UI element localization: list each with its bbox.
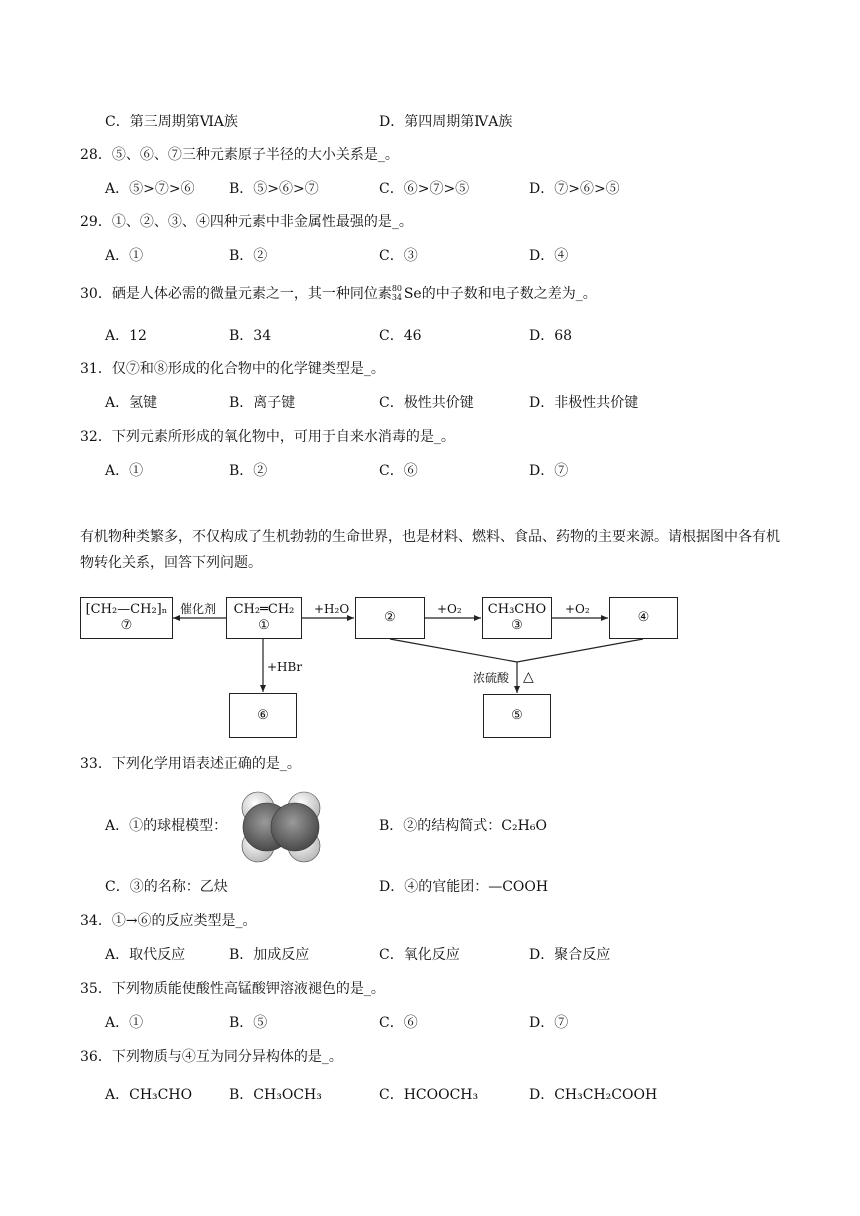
q31-stem: 31．仅⑦和⑧形成的化合物中的化学键类型是_。: [80, 361, 385, 377]
isotope-atomic-number: 34: [391, 293, 403, 302]
q36-stem: 36．下列物质与④互为同分异构体的是_。: [80, 1049, 343, 1065]
q30-stem-after: 的中子数和电子数之差为_。: [421, 286, 597, 302]
q34-stem: 34．①→⑥的反应类型是_。: [80, 913, 257, 929]
label-heat: △: [523, 669, 534, 685]
q33-option-c: C．③的名称：乙炔: [105, 879, 228, 895]
q33-stem: 33．下列化学用语表述正确的是_。: [80, 756, 301, 772]
q32-stem: 32．下列元素所形成的氧化物中，可用于自来水消毒的是_。: [80, 429, 455, 445]
box-2: [355, 597, 425, 639]
q30-option-d: D．68: [529, 328, 573, 344]
q35-option-d: D．⑦: [529, 1015, 569, 1031]
isotope-mass-number: 80: [391, 284, 403, 293]
label-water: +H₂O: [314, 602, 350, 616]
q36-option-a: A．CH₃CHO: [105, 1087, 193, 1103]
q34-option-c: C．氧化反应: [379, 947, 460, 963]
q36-option-c: C．HCOOCH₃: [379, 1087, 479, 1103]
q29-option-d: D．④: [529, 248, 569, 264]
q28-stem: 28．⑤、⑥、⑦三种元素原子半径的大小关系是_。: [80, 147, 399, 163]
q34-option-b: B．加成反应: [229, 947, 310, 963]
label-catalyst: 催化剂: [180, 602, 217, 616]
q28-option-b: B．⑤>⑥>⑦: [229, 181, 319, 197]
label-conc-sulfuric-acid: 浓硫酸: [473, 671, 510, 685]
q32-option-a: A．①: [105, 463, 144, 479]
q29-option-a: A．①: [105, 248, 144, 264]
polyethylene-formula: [CH₂—CH₂]ₙ: [85, 602, 168, 617]
box-4: [609, 597, 678, 639]
q35-option-c: C．⑥: [379, 1015, 418, 1031]
box-4-id: ④: [637, 610, 650, 625]
box-7-id: ⑦: [120, 618, 133, 633]
q28-option-d: D．⑦>⑥>⑤: [529, 181, 620, 197]
intro-paragraph: 有机物种类繁多，不仅构成了生机勃勃的生命世界，也是材料、燃料、食品、药物的主要来源。请根据图中各有机物转化关系，回答下列问题。: [80, 529, 780, 571]
label-o2-second: +O₂: [565, 602, 590, 616]
ethylene-formula: CH₂═CH₂: [233, 602, 295, 617]
q29-option-b: B．②: [229, 248, 268, 264]
q27-option-d: D．第四周期第ⅣA族: [379, 114, 513, 130]
q33-option-d: D．④的官能团：—COOH: [379, 879, 549, 895]
q33-option-b-formula: C₂H₆O: [501, 818, 547, 834]
q31-option-b: B．离子键: [229, 395, 296, 411]
box-acetaldehyde: [482, 597, 552, 639]
q34-option-a: A．取代反应: [105, 947, 186, 963]
label-hbr: +HBr: [267, 660, 303, 674]
q34-option-d: D．聚合反应: [529, 947, 611, 963]
q35-option-b: B．⑤: [229, 1015, 268, 1031]
q32-option-c: C．⑥: [379, 463, 418, 479]
q31-option-d: D．非极性共价键: [529, 395, 639, 411]
q30-option-b: B．34: [229, 328, 272, 344]
box-3-id: ③: [511, 618, 523, 633]
isotope-symbol: Se: [403, 286, 422, 302]
q30-option-a: A．12: [105, 328, 147, 344]
label-o2-first: +O₂: [437, 602, 462, 616]
box-2-id: ②: [384, 610, 396, 625]
q35-option-a: A．①: [105, 1015, 144, 1031]
q32-option-b: B．②: [229, 463, 268, 479]
q32-option-d: D．⑦: [529, 463, 569, 479]
q33-option-b-text: B．②的结构简式：: [379, 818, 502, 834]
box-ethylene: [226, 597, 302, 639]
q31-option-a: A．氢键: [105, 395, 158, 411]
box-polyethylene: [80, 597, 173, 639]
box-1-id: ①: [258, 618, 270, 633]
q30-option-c: C．46: [379, 328, 422, 344]
q33-option-b: [379, 816, 547, 836]
box-6: [229, 693, 297, 738]
q29-option-c: C．③: [379, 248, 418, 264]
q33-option-a: A．①的球棍模型：: [105, 818, 228, 834]
q27-option-c: C．第三周期第ⅥA族: [105, 114, 238, 130]
box-5-id: ⑤: [511, 708, 523, 723]
q36-option-d: D．CH₃CH₂COOH: [529, 1087, 658, 1103]
q28-option-a: A．⑤>⑦>⑥: [105, 181, 195, 197]
q30-stem-before: 30．硒是人体必需的微量元素之一，其一种同位素: [80, 286, 392, 302]
converge-lines: [390, 639, 643, 662]
q31-option-c: C．极性共价键: [379, 395, 474, 411]
acetaldehyde-formula: CH₃CHO: [487, 602, 547, 617]
q36-option-b: B．CH₃OCH₃: [229, 1087, 322, 1103]
q29-stem: 29．①、②、③、④四种元素中非金属性最强的是_。: [80, 214, 413, 230]
q28-option-c: C．⑥>⑦>⑤: [379, 181, 470, 197]
q35-stem: 35．下列物质能使酸性高锰酸钾溶液褪色的是_。: [80, 981, 385, 997]
box-5: [483, 694, 551, 738]
box-6-id: ⑥: [257, 707, 269, 723]
